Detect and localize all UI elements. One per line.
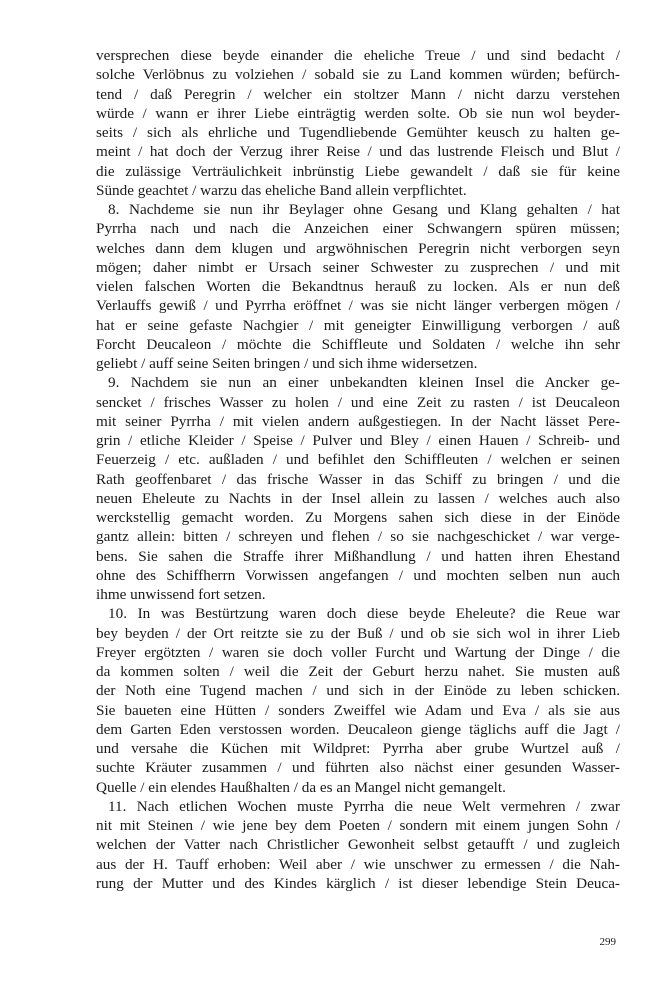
text-line: versprechen diese beyde einander die eheliche Treue / und sind bedacht / [96,47,620,64]
text-line: dem Garten Eden verstossen worden. Deucaleon gienge täglichs auff die Jagt / [96,720,620,738]
text-line: bey beyden / der Ort reitzte sie zu der Buß / und ob sie sich wol in ihrer Lieb [96,624,620,642]
text-line: welchen der Vatter nach Christlicher Gewonheit selbst getaufft / und zugleich [96,836,620,854]
text-line: würde / wann er ihrer Liebe einträgtig werden solte. Ob sie nun wol beyder- [96,104,620,122]
text-line: aus der H. Tauff erhoben: Weil aber / wie unschwer zu ermessen / die Nah- [96,855,620,873]
text-line: Freyer ergötzten / waren sie doch voller Furcht und Wartung der Dinge / die [96,643,620,661]
text-line: suchte Kräuter zusammen / und führten also nächst einer gesunden Wasser- [96,759,620,777]
text-line: mögen; daher nimbt er Ursach seiner Schwester zu zusprechen / und mit [96,258,620,276]
text-line: Forcht Deucaleon / möchte die Schiffleute und Soldaten / welche ihn sehr [96,335,620,353]
text-line: solche Verlöbnus zu volziehen / sobald sie zu Land kommen würden; befürch- [96,66,620,84]
paragraph-10 [96,604,620,797]
text-line: tend / daß Peregrin / welcher ein stoltzer Mann / nicht darzu verstehen [96,85,620,103]
text-line: grin / etliche Kleider / Speise / Pulver und Bley / einen Hauen / Schreib- und [96,432,620,449]
text-line: Verlauffs gewiß / und Pyrrha eröffnet / was sie nicht länger verbergen mögen / [96,297,620,315]
text-line: bens. Sie sahen die Straffe ihrer Mißhandlung / und hatten ihren Ehestand [96,547,620,565]
text-line: meint / hat doch der Verzug ihrer Reise / und das lustrende Fleisch und Blut / [96,143,620,161]
text-line: 9. Nachdem sie nun an einer unbekandten kleinen Insel die Ancker ge- [108,374,620,392]
text-line: der Noth eine Tugend machen / und sich in der Einöde zu leben schicken. [96,682,620,700]
text-line: Quelle / ein elendes Haußhalten / da es an Mangel nicht gemangelt. [96,778,506,796]
text-line: gantz allein: bitten / schreyen und flehen / so sie nachgeschicket / war verge- [96,528,620,546]
text-line: werckstellig gemacht worden. Zu Morgens sahen sich diese in der Einöde [96,509,620,526]
text-line: Feuerzeig / etc. außladen / und befihlet den Schiffleuten / welchen er seinen [96,451,620,469]
text-line: die zulässige Verträulichkeit inbrünstig Liebe gewandelt / daß sie für keine [96,162,620,180]
paragraph-11 [96,797,620,893]
page-number: 299 [599,936,616,948]
text-line: da kommen solten / weil die Zeit der Geburt herzu nahet. Sie musten auß [96,663,620,680]
text-line: geliebt / auff seine Seiten bringen / und sich ihme widersetzen. [96,355,478,372]
text-line: vielen falschen Worten die Bekandtnus herauß zu locken. Als er nun deß [96,278,620,295]
text-line: ohne des Schiffherrn Vorwissen angefangen / und mochten selben nun auch [96,566,620,584]
text-line: seits / sich als ehrliche und Tugendliebende Gemühter keusch zu halten ge- [96,124,620,141]
text-line: rung der Mutter und des Kindes kärglich / ist dieser lebendige Stein Deuca- [96,874,620,892]
text-line: Rath geoffenbaret / das frische Wasser in das Schiff zu bringen / und die [96,470,620,488]
text-line: und versahe die Küchen mit Wildpret: Pyrrha aber grube Wurtzel auß / [96,740,620,757]
text-line: 10. In was Bestürtzung waren doch diese beyde Eheleute? die Reue war [108,605,620,623]
text-line: mit seiner Pyrrha / mit vielen andern außgestiegen. In der Nacht lässet Pere- [96,412,620,430]
text-line: 8. Nachdeme sie nun ihr Beylager ohne Gesang und Klang gehalten / hat [108,201,620,218]
text-line: Sünde geachtet / warzu das eheliche Band allein verpflichtet. [96,181,467,199]
text-line: Sie baueten eine Hütten / sonders Zweiffel wie Adam und Eva / als sie aus [96,701,620,719]
paragraph-9 [96,373,620,604]
text-line: welches dann dem klugen und argwöhnischen Peregrin nicht verborgen seyn [96,239,620,257]
paragraph-8 [96,200,620,373]
text-line: ihme unwissend fort setzen. [96,586,266,603]
text-line: nit mit Steinen / wie jene bey dem Poeten / sondern mit einem jungen Sohn / [96,817,620,834]
page-body [96,46,620,893]
text-line: neuen Eheleute zu Nachts in der Insel allein zu lassen / welches auch also [96,489,620,507]
text-line: Pyrrha nach und nach die Anzeichen einer Schwangern spüren müssen; [96,220,620,238]
paragraph-continuation [96,46,620,200]
text-line: sencket / frisches Wasser zu holen / und eine Zeit zu rasten / ist Deucaleon [96,393,620,411]
text-line: 11. Nach etlichen Wochen muste Pyrrha die neue Welt vermehren / zwar [108,797,620,815]
text-line: hat er seine gefaste Nachgier / mit geneigter Einwilligung verborgen / auß [96,316,620,334]
